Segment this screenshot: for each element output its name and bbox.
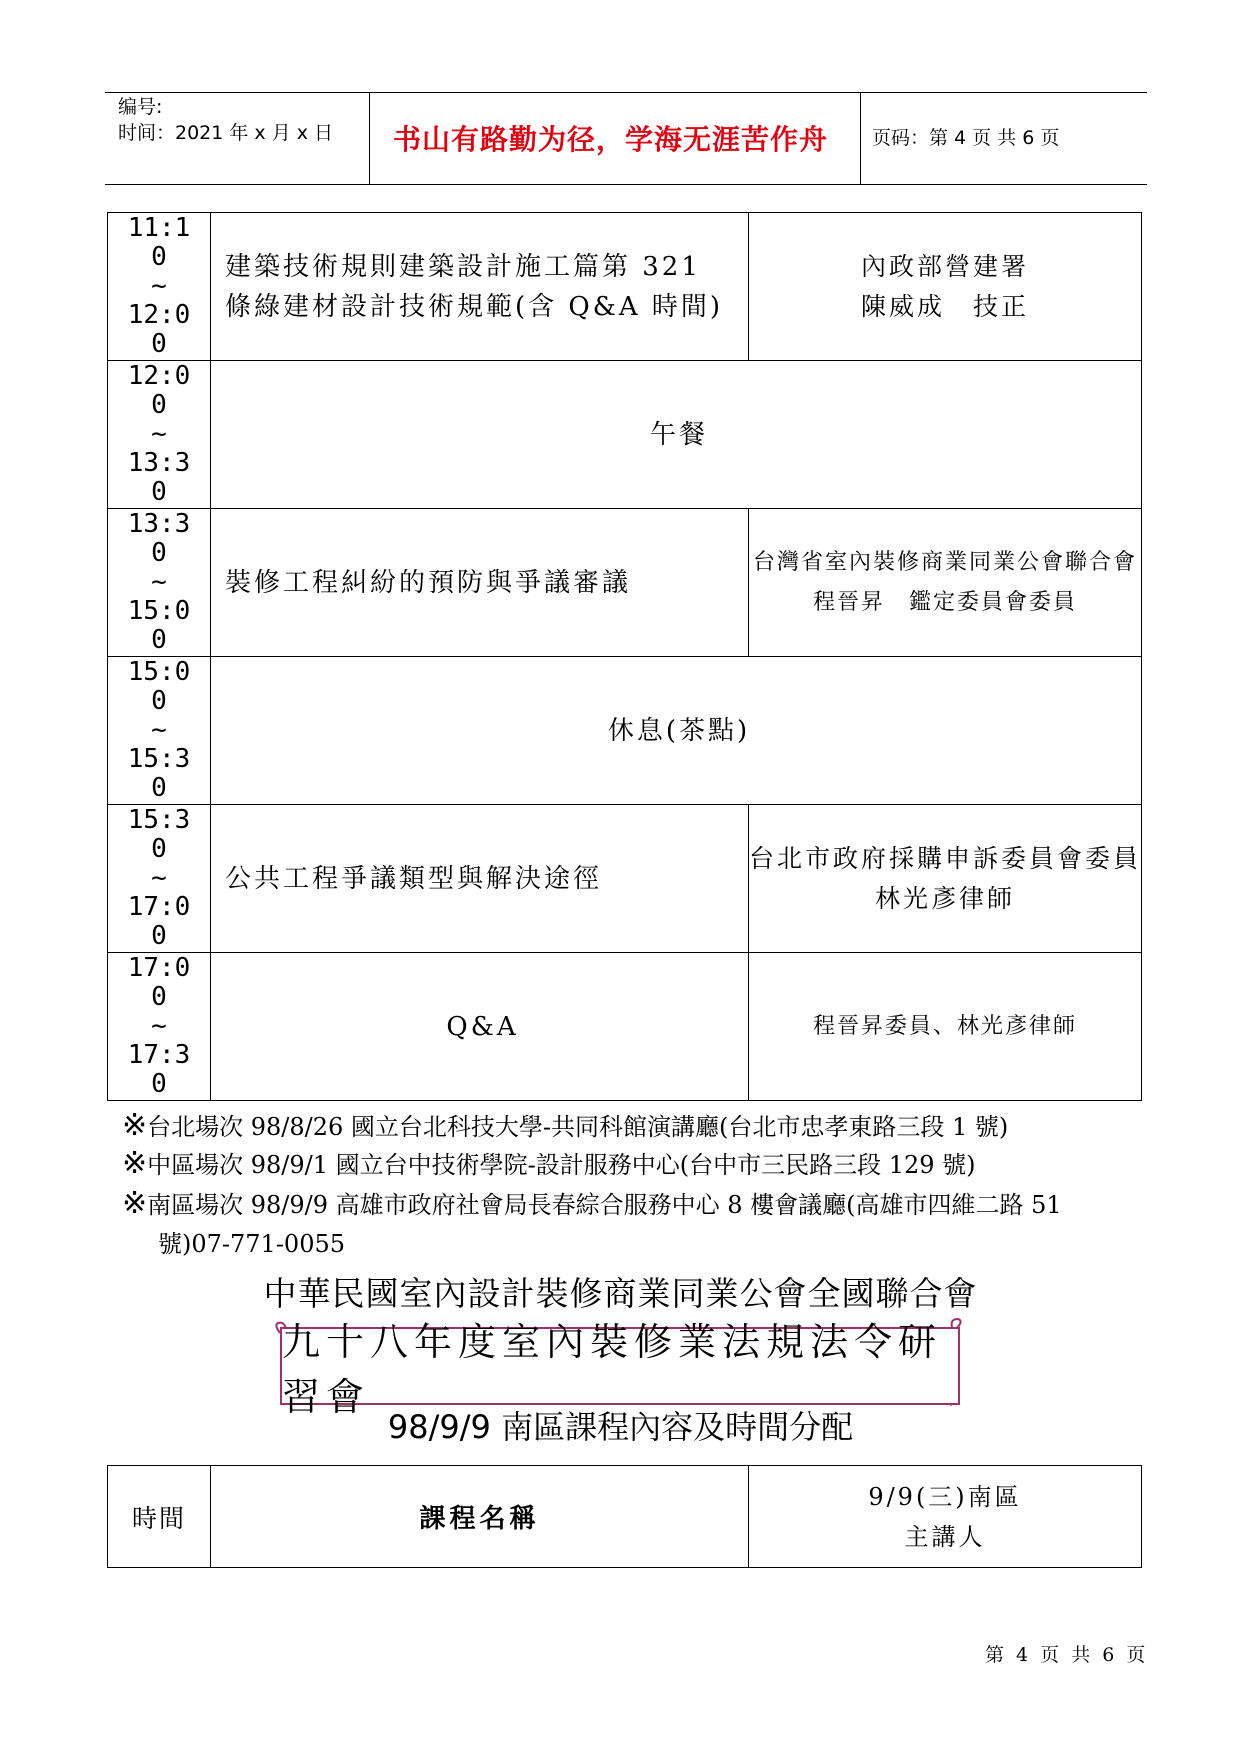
speaker-cell: 內政部營建署 陳威成 技正 bbox=[749, 213, 1142, 361]
course-name: 休息(茶點) bbox=[211, 657, 1142, 805]
course-name: 建築技術規則建築設計施工篇第 321 條綠建材設計技術規範(含 Q&A 時間) bbox=[211, 213, 749, 361]
time-cell: 13:3 0 ~ 15:0 0 bbox=[108, 509, 211, 657]
reference-mark-icon: ※ bbox=[122, 1108, 148, 1143]
page-footer: 第 4 页 共 6 页 bbox=[985, 1644, 1149, 1666]
venue-note-taipei: ※台北場次 98/8/26 國立台北科技大學-共同科館演講廳(台北市忠孝東路三段 1 號) bbox=[122, 1108, 1009, 1143]
column-course-header: 課程名稱 bbox=[211, 1466, 749, 1568]
schedule-header-table bbox=[107, 1465, 1142, 1568]
header-bottom-rule bbox=[105, 184, 1147, 185]
course-name: Q&A bbox=[211, 953, 749, 1101]
reference-mark-icon: ※ bbox=[122, 1146, 148, 1181]
header-divider-left bbox=[369, 92, 370, 184]
time-cell: 15:0 0 ~ 15:3 0 bbox=[108, 657, 211, 805]
course-name: 午餐 bbox=[211, 361, 1142, 509]
header-divider-right bbox=[860, 92, 861, 184]
seminar-title: 九十八年度室內裝修業法規法令研習會 bbox=[280, 1327, 960, 1405]
doc-time-label: 时间：2021 年 x 月 x 日 bbox=[118, 122, 334, 144]
schedule-row bbox=[108, 953, 1142, 1101]
header-top-rule bbox=[105, 92, 1147, 93]
schedule-row bbox=[108, 657, 1142, 805]
course-name: 公共工程爭議類型與解決途徑 bbox=[211, 805, 749, 953]
schedule-subtitle: 98/9/9 南區課程內容及時間分配 bbox=[387, 1408, 854, 1446]
speaker-cell: 台灣省室內裝修商業同業公會聯合會 程晉昇 鑑定委員會委員 bbox=[749, 509, 1142, 657]
seminar-title-banner bbox=[268, 1315, 968, 1419]
time-cell: 11:1 0 ~ 12:0 0 bbox=[108, 213, 211, 361]
schedule-row bbox=[108, 361, 1142, 509]
schedule-row bbox=[108, 805, 1142, 953]
venue-note-south-cont: 號)07-771-0055 bbox=[158, 1230, 346, 1258]
time-cell: 12:0 0 ~ 13:3 0 bbox=[108, 361, 211, 509]
doc-number-label: 编号: bbox=[118, 96, 163, 118]
venue-note-south: ※南區場次 98/9/9 高雄市政府社會局長春綜合服務中心 8 樓會議廳(高雄市四維二路 51 bbox=[122, 1186, 1062, 1221]
speaker-cell: 程晉昇委員、林光彥律師 bbox=[749, 953, 1142, 1101]
time-cell: 17:0 0 ~ 17:3 0 bbox=[108, 953, 211, 1101]
schedule-table bbox=[107, 212, 1142, 1101]
header-motto: 书山有路勤为径，学海无涯苦作舟 bbox=[393, 123, 829, 156]
column-time-header: 時間 bbox=[108, 1466, 211, 1568]
column-speaker-header: 9/9(三)南區 主講人 bbox=[749, 1466, 1142, 1568]
header-page-label: 页码：第 4 页 共 6 页 bbox=[872, 127, 1060, 149]
course-name: 裝修工程糾紛的預防與爭議審議 bbox=[211, 509, 749, 657]
reference-mark-icon: ※ bbox=[122, 1186, 148, 1221]
association-name: 中華民國室內設計裝修商業同業公會全國聯合會 bbox=[263, 1274, 978, 1313]
schedule-row bbox=[108, 213, 1142, 361]
schedule-row bbox=[108, 509, 1142, 657]
time-cell: 15:3 0 ~ 17:0 0 bbox=[108, 805, 211, 953]
venue-note-central: ※中區場次 98/9/1 國立台中技術學院-設計服務中心(台中市三民路三段 129 號) bbox=[122, 1146, 976, 1181]
speaker-cell: 台北市政府採購申訴委員會委員 林光彥律師 bbox=[749, 805, 1142, 953]
